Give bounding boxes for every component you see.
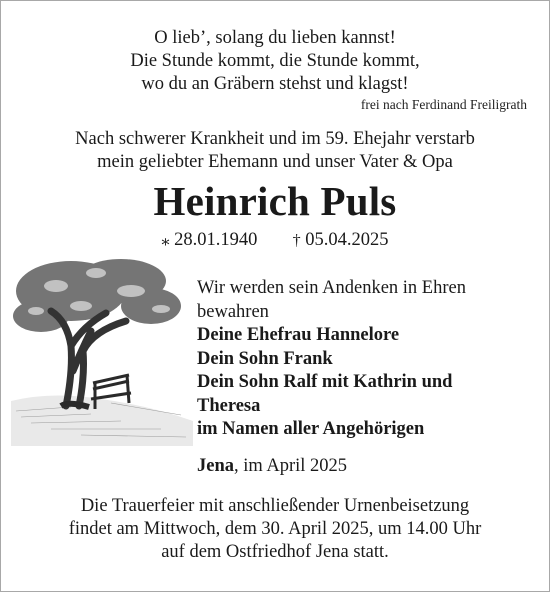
mourner-line: Dein Sohn Frank (197, 348, 333, 369)
tree-with-bench-illustration (11, 251, 193, 446)
mourner-line: Theresa (197, 395, 261, 416)
date-text: , im April 2025 (234, 456, 348, 476)
poem-line: O lieb’, solang du lieben kannst! (154, 28, 396, 48)
intro-line: Nach schwerer Krankheit und im 59. Ehejahr verstarb (75, 129, 475, 149)
place-name: Jena (197, 456, 234, 476)
birth-date: 28.01.1940 (174, 230, 258, 250)
poem (1, 27, 549, 96)
message-line: bewahren (197, 301, 269, 322)
place-date (197, 456, 347, 477)
funeral-line: Die Trauerfeier mit anschließender Urnenbeisetzung (80, 496, 470, 516)
message-line: Wir werden sein Andenken in Ehren (197, 278, 466, 298)
mourner-line: Deine Ehefrau Hannelore (197, 325, 400, 345)
mourner-line: Dein Sohn Ralf mit Kathrin und (197, 372, 453, 392)
poem-source: frei nach Ferdinand Freiligrath (360, 97, 527, 112)
life-dates (1, 229, 549, 252)
intro-text (1, 128, 549, 174)
deceased-name: Heinrich Puls (153, 178, 397, 224)
intro-line: mein geliebter Ehemann und unser Vater & Opa (97, 152, 453, 172)
funeral-line: auf dem Ostfriedhof Jena statt. (161, 542, 389, 562)
birth-star-icon: ⁎ (161, 232, 170, 249)
poem-line: Die Stunde kommt, die Stunde kommt, (130, 51, 420, 71)
mourner-line: im Namen aller Angehörigen (197, 419, 425, 439)
funeral-info (1, 495, 549, 564)
mourners-block (197, 277, 527, 442)
funeral-line: findet am Mittwoch, dem 30. April 2025, um 14.00 Uhr (68, 519, 482, 539)
death-cross-icon: † (292, 232, 301, 249)
death-date: 05.04.2025 (305, 230, 389, 250)
poem-line: wo du an Gräbern stehst und klagst! (141, 74, 409, 94)
